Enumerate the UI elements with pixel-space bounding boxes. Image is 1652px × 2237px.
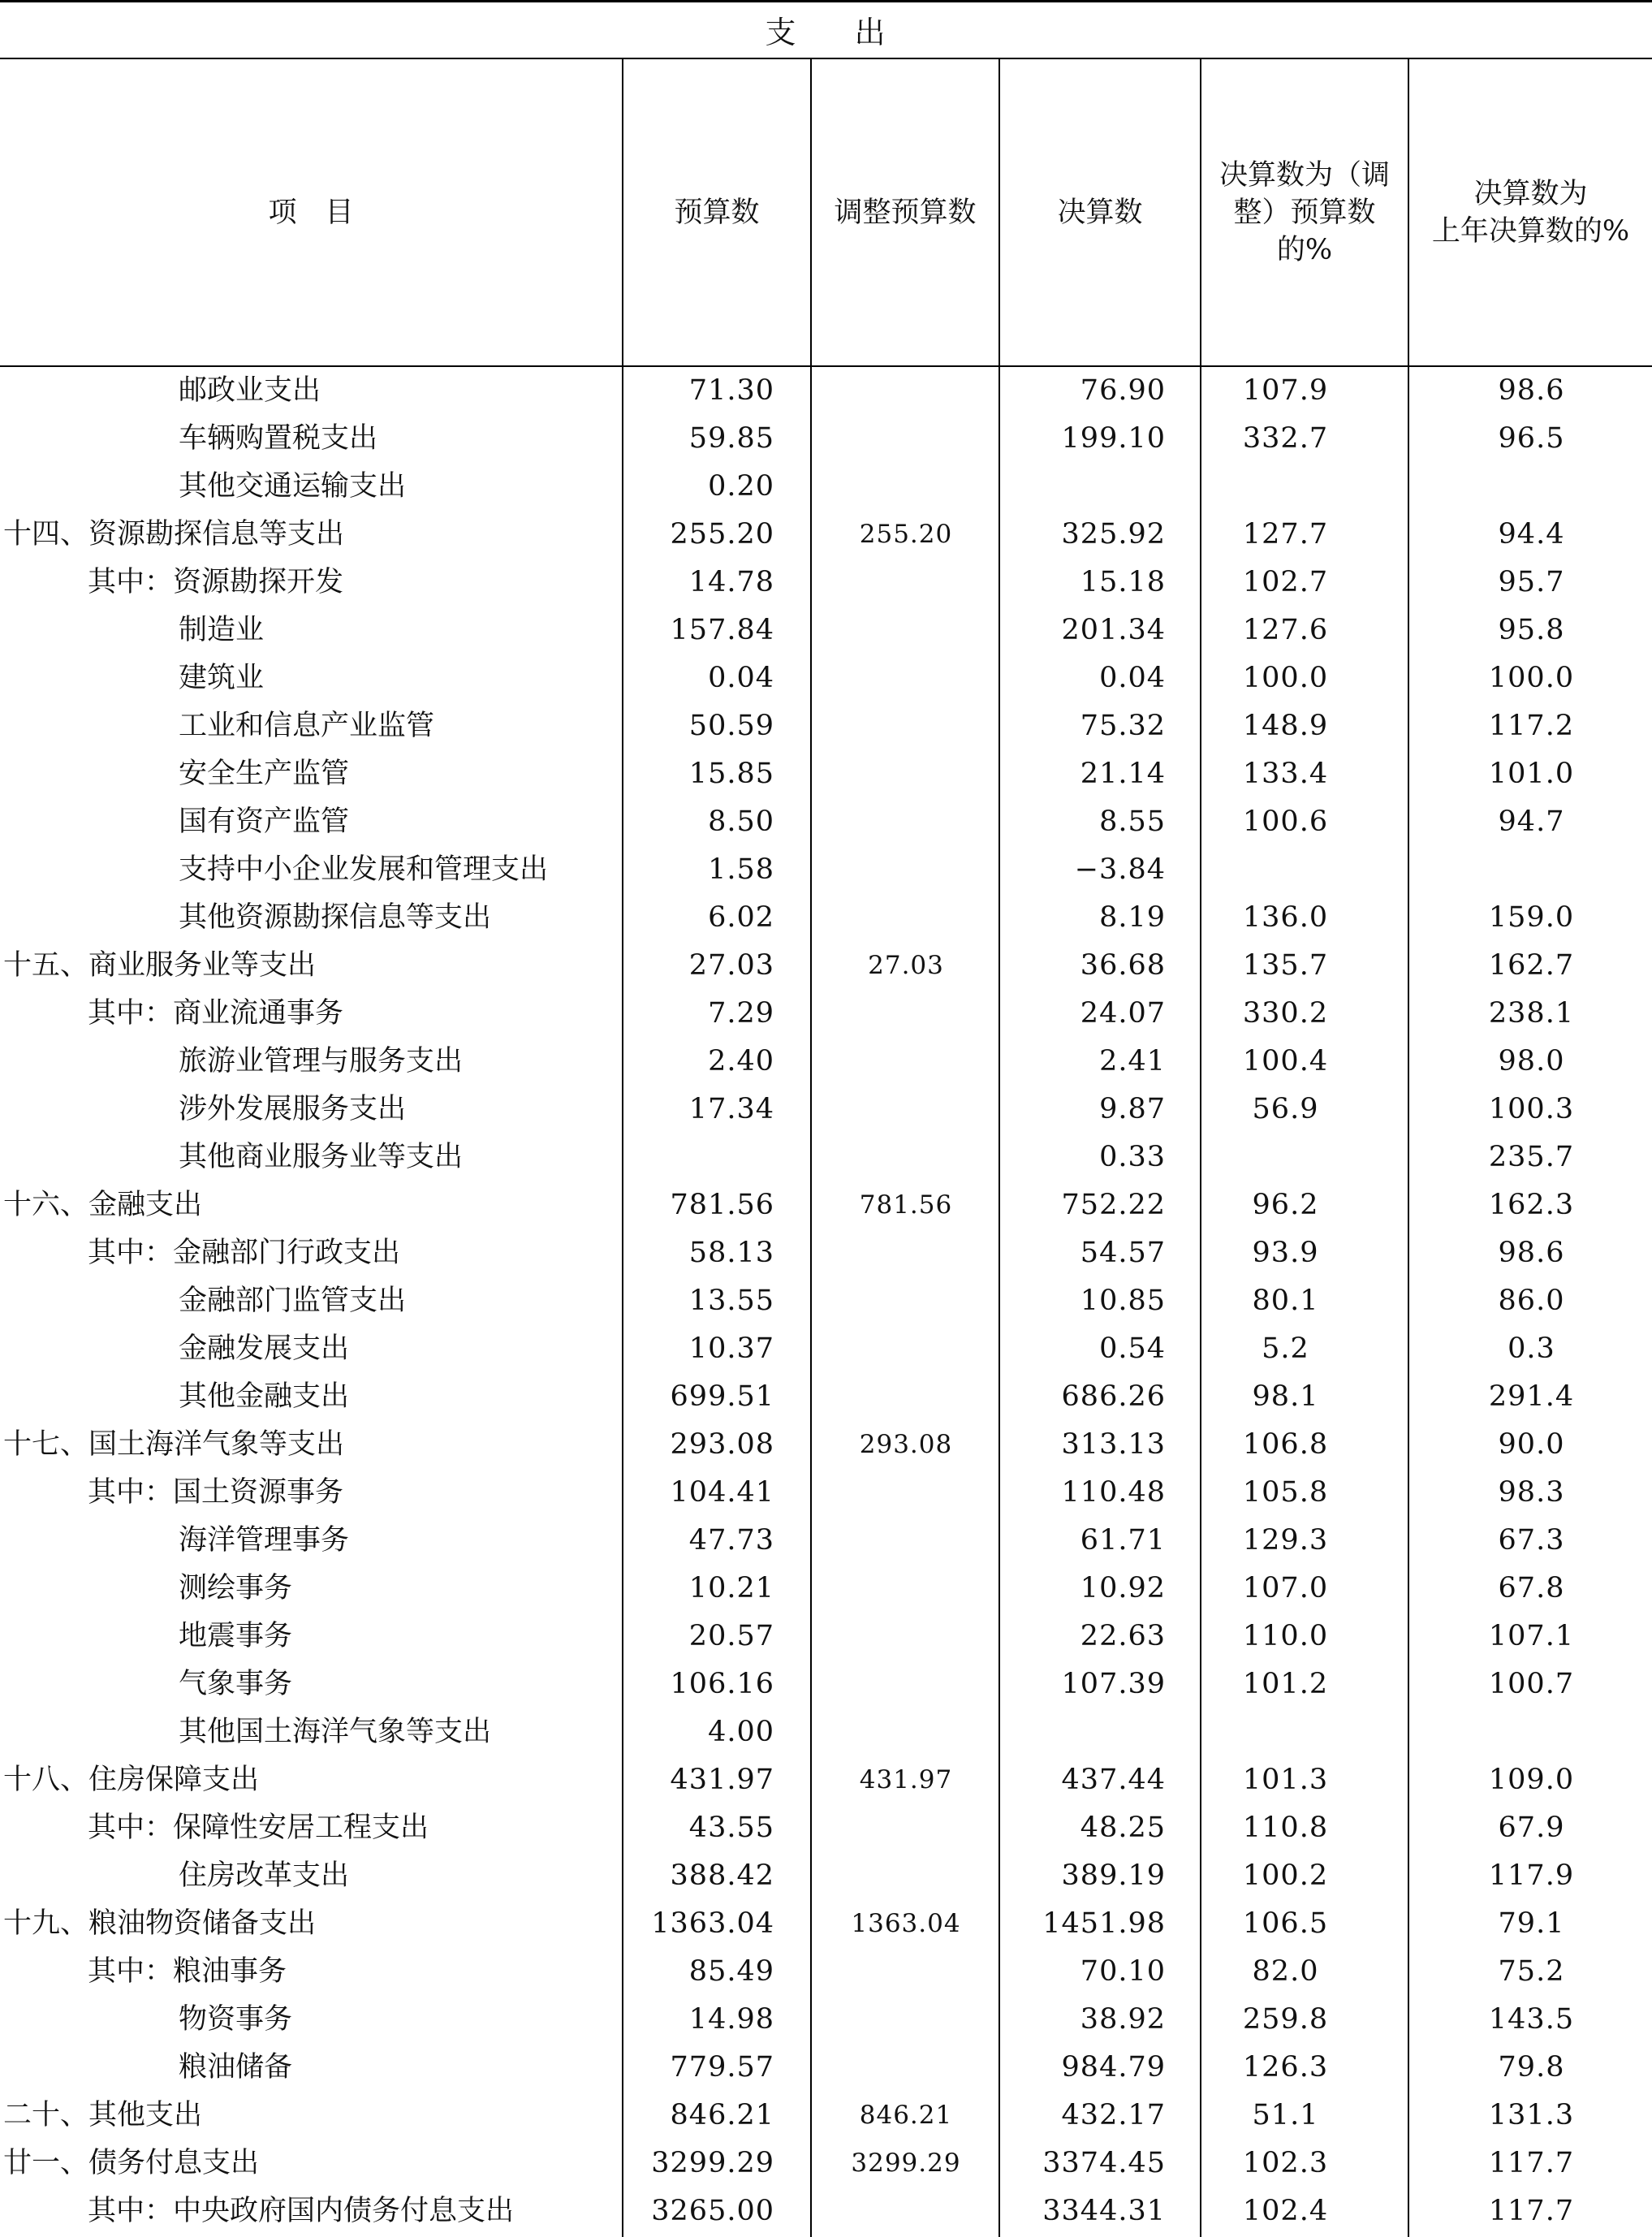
row-pct-budget-value: 110.0	[1242, 1620, 1329, 1652]
row-pct-budget-value: 102.7	[1242, 566, 1329, 598]
row-pct-last-value: 94.7	[1498, 805, 1565, 838]
row-pct-budget-value: 101.3	[1242, 1764, 1329, 1796]
row-pct-last-value: 291.4	[1488, 1380, 1575, 1413]
row-final-value: 76.90	[1080, 374, 1166, 407]
row-adjusted-value	[813, 1134, 999, 1181]
row-item-name: 其他交通运输支出	[179, 470, 407, 503]
table-row	[0, 1613, 1652, 1660]
row-pct-last-value: 67.8	[1498, 1572, 1565, 1604]
row-final-value: 199.10	[1061, 422, 1166, 455]
row-item-name: 支持中小企业发展和管理支出	[179, 853, 549, 886]
row-adjusted-value: 293.08	[859, 1430, 953, 1459]
row-item-name: 测绘事务	[179, 1572, 293, 1604]
row-budget-value: 15.85	[688, 758, 774, 790]
header-pct-budget: 决算数为（调 整）预算数 的%	[1219, 159, 1390, 266]
row-pct-budget-value: 82.0	[1252, 1955, 1319, 1988]
row-item-name: 地震事务	[179, 1620, 293, 1652]
row-final-value: 325.92	[1061, 518, 1166, 551]
row-budget-value: 104.41	[670, 1476, 774, 1509]
row-pct-budget-value: 100.4	[1242, 1045, 1329, 1077]
row-final-value: 3344.31	[1042, 2195, 1166, 2227]
table-row	[0, 702, 1652, 750]
row-pct-last-value: 162.7	[1488, 949, 1575, 982]
table-row	[0, 798, 1652, 846]
row-budget-value: 431.97	[670, 1764, 774, 1796]
row-pct-budget-value: 106.5	[1242, 1907, 1329, 1940]
row-pct-last-value: 101.0	[1488, 758, 1575, 790]
row-pct-budget-value: 56.9	[1252, 1093, 1319, 1125]
row-adjusted-value	[813, 1038, 999, 1086]
row-pct-budget-value: 101.2	[1242, 1668, 1329, 1700]
row-item-name: 十七、国土海洋气象等支出	[3, 1428, 345, 1461]
row-adjusted-value	[813, 367, 999, 415]
row-budget-value: 293.08	[670, 1428, 774, 1461]
row-pct-budget-value	[1203, 1708, 1368, 1756]
row-final-value: 984.79	[1061, 2051, 1166, 2084]
row-item-name: 其中：资源勘探开发	[88, 566, 344, 598]
row-budget-value: 388.42	[670, 1859, 774, 1892]
row-pct-last-value: 0.3	[1508, 1332, 1555, 1365]
row-budget-value: 10.37	[688, 1332, 774, 1365]
row-pct-last-value: 100.7	[1488, 1668, 1575, 1700]
row-budget-value: 27.03	[688, 949, 774, 982]
row-final-value: 437.44	[1061, 1764, 1166, 1796]
row-pct-last-value	[1411, 846, 1652, 894]
table-row	[0, 415, 1652, 463]
row-item-name: 安全生产监管	[179, 758, 350, 790]
header-budget: 预算数	[674, 196, 760, 229]
row-budget-value: 17.34	[688, 1093, 774, 1125]
table-row	[0, 1134, 1652, 1181]
row-final-value: 38.92	[1080, 2003, 1166, 2036]
row-item-name: 工业和信息产业监管	[179, 710, 435, 742]
row-pct-last-value	[1411, 463, 1652, 511]
row-item-name: 二十、其他支出	[3, 2099, 203, 2131]
row-pct-budget-value: 5.2	[1262, 1332, 1309, 1365]
row-adjusted-value	[813, 559, 999, 607]
row-budget-value: 43.55	[688, 1812, 774, 1844]
row-pct-last-value: 98.6	[1498, 1237, 1565, 1269]
row-pct-last-value: 238.1	[1488, 997, 1575, 1030]
row-pct-last-value: 117.9	[1488, 1859, 1575, 1892]
row-item-name: 其中：国土资源事务	[88, 1476, 344, 1509]
table-row	[0, 750, 1652, 798]
row-budget-value: 3265.00	[651, 2195, 774, 2227]
row-budget-value: 71.30	[688, 374, 774, 407]
row-final-value: 36.68	[1080, 949, 1166, 982]
row-final-value: 752.22	[1061, 1189, 1166, 1221]
row-adjusted-value	[813, 1277, 999, 1325]
table-row	[0, 1804, 1652, 1852]
row-adjusted-value	[813, 1804, 999, 1852]
table-row	[0, 1038, 1652, 1086]
row-adjusted-value	[813, 1086, 999, 1134]
row-final-value: 15.18	[1080, 566, 1166, 598]
table-row	[0, 2092, 1652, 2140]
row-budget-value: 779.57	[670, 2051, 774, 2084]
row-budget-value: 2.40	[708, 1045, 774, 1077]
row-final-value: 21.14	[1080, 758, 1166, 790]
row-item-name: 邮政业支出	[179, 374, 321, 407]
row-pct-budget-value: 100.0	[1242, 662, 1329, 694]
row-item-name: 廿一、债务付息支出	[3, 2147, 260, 2179]
row-adjusted-value: 3299.29	[851, 2148, 961, 2178]
row-final-value: 686.26	[1061, 1380, 1166, 1413]
row-item-name: 物资事务	[179, 2003, 293, 2036]
row-final-value: 75.32	[1080, 710, 1166, 742]
table-row	[0, 1708, 1652, 1756]
row-item-name: 其中：中央政府国内债务付息支出	[88, 2195, 515, 2227]
row-pct-budget-value	[1203, 463, 1368, 511]
row-item-name: 其中：商业流通事务	[88, 997, 344, 1030]
row-pct-budget-value	[1203, 1134, 1368, 1181]
row-pct-budget-value	[1203, 846, 1368, 894]
row-adjusted-value	[813, 1660, 999, 1708]
row-pct-budget-value: 135.7	[1242, 949, 1329, 982]
table-row	[0, 463, 1652, 511]
table-row	[0, 942, 1652, 990]
row-pct-last-value: 79.1	[1498, 1907, 1565, 1940]
table-row	[0, 1373, 1652, 1421]
row-adjusted-value	[813, 990, 999, 1038]
row-final-value: 10.85	[1080, 1285, 1166, 1317]
row-budget-value: 6.02	[708, 901, 774, 934]
row-budget-value: 59.85	[688, 422, 774, 455]
row-budget-value: 846.21	[670, 2099, 774, 2131]
row-pct-budget-value: 136.0	[1242, 901, 1329, 934]
row-pct-last-value: 96.5	[1498, 422, 1565, 455]
row-pct-budget-value: 96.2	[1252, 1189, 1319, 1221]
row-final-value: 110.48	[1061, 1476, 1166, 1509]
row-item-name: 其中：保障性安居工程支出	[88, 1812, 429, 1844]
row-adjusted-value	[813, 607, 999, 654]
row-budget-value: 8.50	[708, 805, 774, 838]
row-adjusted-value	[813, 1325, 999, 1373]
table-row	[0, 511, 1652, 559]
row-pct-budget-value: 259.8	[1242, 2003, 1329, 2036]
table-row	[0, 990, 1652, 1038]
row-budget-value: 10.21	[688, 1572, 774, 1604]
row-item-name: 十四、资源勘探信息等支出	[3, 518, 345, 551]
row-pct-last-value: 75.2	[1498, 1955, 1565, 1988]
row-adjusted-value	[813, 415, 999, 463]
row-pct-budget-value: 107.0	[1242, 1572, 1329, 1604]
row-item-name: 金融发展支出	[179, 1332, 350, 1365]
row-pct-last-value: 90.0	[1498, 1428, 1565, 1461]
row-pct-budget-value: 127.7	[1242, 518, 1329, 551]
row-item-name: 旅游业管理与服务支出	[179, 1045, 464, 1077]
row-pct-last-value: 107.1	[1488, 1620, 1575, 1652]
row-item-name: 建筑业	[179, 662, 265, 694]
row-pct-budget-value: 110.8	[1242, 1812, 1329, 1844]
row-pct-last-value: 98.0	[1498, 1045, 1565, 1077]
row-pct-last-value: 159.0	[1488, 901, 1575, 934]
row-budget-value: 255.20	[670, 518, 774, 551]
row-final-value: 70.10	[1080, 1955, 1166, 1988]
row-adjusted-value	[813, 1708, 999, 1756]
row-pct-last-value: 131.3	[1488, 2099, 1575, 2131]
row-final-value: 389.19	[1061, 1859, 1166, 1892]
row-item-name: 粮油储备	[179, 2051, 293, 2084]
row-adjusted-value	[813, 1613, 999, 1660]
table-row	[0, 1852, 1652, 1900]
row-pct-last-value: 117.7	[1488, 2147, 1575, 2179]
row-adjusted-value	[813, 463, 999, 511]
row-pct-budget-value: 93.9	[1252, 1237, 1319, 1269]
row-item-name: 十九、粮油物资储备支出	[3, 1907, 317, 1940]
row-adjusted-value	[813, 1948, 999, 1996]
row-budget-value: 3299.29	[651, 2147, 774, 2179]
row-item-name: 十五、商业服务业等支出	[3, 949, 317, 982]
row-pct-last-value: 109.0	[1488, 1764, 1575, 1796]
row-final-value: 3374.45	[1042, 2147, 1166, 2179]
row-pct-last-value: 100.0	[1488, 662, 1575, 694]
row-pct-last-value: 94.4	[1498, 518, 1565, 551]
row-pct-budget-value: 105.8	[1242, 1476, 1329, 1509]
row-budget-value: 58.13	[688, 1237, 774, 1269]
row-item-name: 其中：粮油事务	[88, 1955, 287, 1988]
row-adjusted-value: 781.56	[859, 1190, 953, 1220]
table-row	[0, 2044, 1652, 2092]
row-pct-last-value: 79.8	[1498, 2051, 1565, 2084]
row-adjusted-value	[813, 1469, 999, 1517]
row-adjusted-value	[813, 798, 999, 846]
row-final-value: 8.19	[1099, 901, 1166, 934]
row-adjusted-value	[813, 1229, 999, 1277]
row-final-value: 432.17	[1061, 2099, 1166, 2131]
row-pct-budget-value: 129.3	[1242, 1524, 1329, 1557]
row-adjusted-value	[813, 2187, 999, 2235]
row-pct-budget-value: 127.6	[1242, 614, 1329, 646]
header-final: 决算数	[1057, 196, 1143, 229]
row-pct-last-value: 98.3	[1498, 1476, 1565, 1509]
table-row	[0, 1996, 1652, 2044]
row-item-name: 其中：金融部门行政支出	[88, 1237, 401, 1269]
row-pct-budget-value: 102.3	[1242, 2147, 1329, 2179]
row-final-value: 1451.98	[1042, 1907, 1166, 1940]
table-row	[0, 654, 1652, 702]
row-pct-last-value: 67.3	[1498, 1524, 1565, 1557]
row-budget-value: 781.56	[670, 1189, 774, 1221]
row-final-value: 54.57	[1080, 1237, 1166, 1269]
row-pct-budget-value: 133.4	[1242, 758, 1329, 790]
row-budget-value: 4.00	[708, 1716, 774, 1748]
row-pct-budget-value: 100.6	[1242, 805, 1329, 838]
row-pct-budget-value: 107.9	[1242, 374, 1329, 407]
row-budget-value: 699.51	[670, 1380, 774, 1413]
table-row	[0, 607, 1652, 654]
row-item-name: 金融部门监管支出	[179, 1285, 407, 1317]
row-item-name: 国有资产监管	[179, 805, 350, 838]
table-row	[0, 894, 1652, 942]
row-adjusted-value	[813, 1565, 999, 1613]
row-pct-last-value: 143.5	[1488, 2003, 1575, 2036]
row-item-name: 十六、金融支出	[3, 1189, 203, 1221]
row-adjusted-value	[813, 1996, 999, 2044]
row-pct-last-value: 98.6	[1498, 374, 1565, 407]
row-pct-budget-value: 330.2	[1242, 997, 1329, 1030]
row-item-name: 海洋管理事务	[179, 1524, 350, 1557]
row-pct-last-value: 235.7	[1488, 1141, 1575, 1173]
row-item-name: 住房改革支出	[179, 1859, 350, 1892]
row-final-value: 201.34	[1061, 614, 1166, 646]
row-adjusted-value	[813, 2044, 999, 2092]
row-item-name: 气象事务	[179, 1668, 293, 1700]
row-final-value: −3.84	[1074, 853, 1166, 886]
row-final-value: 0.04	[1099, 662, 1166, 694]
header-item: 项 目	[268, 196, 354, 229]
table-row	[0, 1517, 1652, 1565]
row-pct-last-value: 100.3	[1488, 1093, 1575, 1125]
row-budget-value: 106.16	[670, 1668, 774, 1700]
table-row	[0, 1948, 1652, 1996]
row-pct-last-value: 117.2	[1488, 710, 1575, 742]
row-budget-value: 0.04	[708, 662, 774, 694]
row-budget-value: 50.59	[688, 710, 774, 742]
row-item-name: 车辆购置税支出	[179, 422, 378, 455]
table-row	[0, 2140, 1652, 2187]
row-pct-budget-value: 80.1	[1252, 1285, 1319, 1317]
table-row	[0, 1277, 1652, 1325]
row-pct-last-value: 67.9	[1498, 1812, 1565, 1844]
row-pct-budget-value: 332.7	[1242, 422, 1329, 455]
table-row	[0, 1325, 1652, 1373]
table-row	[0, 367, 1652, 415]
header-adjusted: 调整预算数	[834, 196, 977, 229]
row-pct-budget-value: 106.8	[1242, 1428, 1329, 1461]
table-row	[0, 1086, 1652, 1134]
table-row	[0, 1181, 1652, 1229]
table-row	[0, 1660, 1652, 1708]
table-row	[0, 1565, 1652, 1613]
row-final-value	[1002, 1708, 1166, 1756]
table-row	[0, 1900, 1652, 1948]
row-adjusted-value	[813, 846, 999, 894]
row-final-value	[1002, 463, 1166, 511]
row-budget-value: 85.49	[688, 1955, 774, 1988]
table-row	[0, 1756, 1652, 1804]
table-row	[0, 559, 1652, 607]
table-row	[0, 2187, 1652, 2235]
row-final-value: 48.25	[1080, 1812, 1166, 1844]
row-final-value: 313.13	[1061, 1428, 1166, 1461]
row-budget-value: 1363.04	[651, 1907, 774, 1940]
row-budget-value: 14.78	[688, 566, 774, 598]
row-item-name: 十八、住房保障支出	[3, 1764, 260, 1796]
row-budget-value: 14.98	[688, 2003, 774, 2036]
title-char: 支	[765, 14, 798, 50]
row-adjusted-value	[813, 702, 999, 750]
row-final-value: 107.39	[1061, 1668, 1166, 1700]
row-pct-last-value: 162.3	[1488, 1189, 1575, 1221]
header-pct-last: 决算数为 上年决算数的%	[1431, 178, 1630, 248]
row-final-value: 2.41	[1099, 1045, 1166, 1077]
table-title	[0, 0, 1652, 58]
row-pct-last-value: 95.8	[1498, 614, 1565, 646]
table-row	[0, 846, 1652, 894]
row-final-value: 0.54	[1099, 1332, 1166, 1365]
row-final-value: 9.87	[1099, 1093, 1166, 1125]
row-adjusted-value: 1363.04	[851, 1909, 961, 1938]
row-item-name: 其他金融支出	[179, 1380, 350, 1413]
row-adjusted-value: 846.21	[859, 2101, 953, 2130]
row-final-value: 10.92	[1080, 1572, 1166, 1604]
row-item-name: 其他国土海洋气象等支出	[179, 1716, 492, 1748]
row-final-value: 61.71	[1080, 1524, 1166, 1557]
row-adjusted-value	[813, 1852, 999, 1900]
row-pct-last-value: 95.7	[1498, 566, 1565, 598]
row-item-name: 涉外发展服务支出	[179, 1093, 407, 1125]
table-row	[0, 1421, 1652, 1469]
row-budget-value: 0.20	[708, 470, 774, 503]
row-final-value: 22.63	[1080, 1620, 1166, 1652]
row-item-name: 其他商业服务业等支出	[179, 1141, 464, 1173]
row-adjusted-value	[813, 750, 999, 798]
row-item-name: 制造业	[179, 614, 265, 646]
row-budget-value: 13.55	[688, 1285, 774, 1317]
row-pct-budget-value: 148.9	[1242, 710, 1329, 742]
row-adjusted-value: 431.97	[859, 1765, 953, 1794]
row-adjusted-value: 255.20	[859, 520, 953, 549]
row-final-value: 24.07	[1080, 997, 1166, 1030]
row-pct-budget-value: 126.3	[1242, 2051, 1329, 2084]
table-row	[0, 1229, 1652, 1277]
row-pct-budget-value: 51.1	[1252, 2099, 1319, 2131]
row-budget-value: 157.84	[670, 614, 774, 646]
row-budget-value: 7.29	[708, 997, 774, 1030]
row-pct-budget-value: 98.1	[1252, 1380, 1319, 1413]
table-row	[0, 1469, 1652, 1517]
row-budget-value: 1.58	[708, 853, 774, 886]
row-budget-value: 47.73	[688, 1524, 774, 1557]
row-adjusted-value	[813, 654, 999, 702]
row-final-value: 8.55	[1099, 805, 1166, 838]
row-item-name: 其他资源勘探信息等支出	[179, 901, 492, 934]
row-pct-last-value: 117.7	[1488, 2195, 1575, 2227]
row-budget-value	[625, 1134, 774, 1181]
row-adjusted-value	[813, 1373, 999, 1421]
row-pct-last-value	[1411, 1708, 1652, 1756]
row-final-value: 0.33	[1099, 1141, 1166, 1173]
row-adjusted-value	[813, 1517, 999, 1565]
row-budget-value: 20.57	[688, 1620, 774, 1652]
row-adjusted-value	[813, 894, 999, 942]
row-pct-budget-value: 100.2	[1242, 1859, 1329, 1892]
title-char: 出	[854, 14, 887, 50]
row-pct-last-value: 86.0	[1498, 1285, 1565, 1317]
row-adjusted-value: 27.03	[868, 951, 944, 980]
row-pct-budget-value: 102.4	[1242, 2195, 1329, 2227]
